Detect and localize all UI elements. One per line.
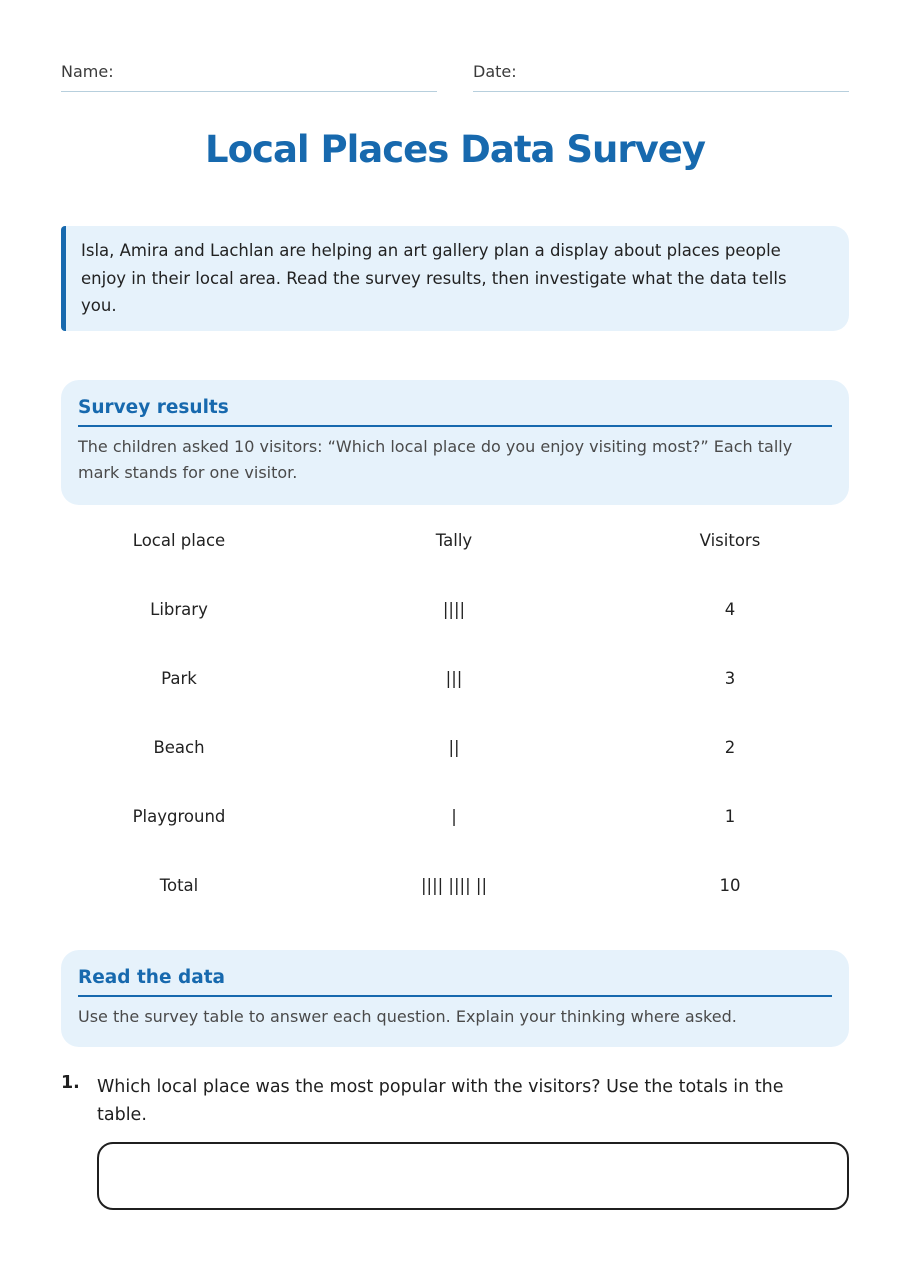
place-cell: Total [159,876,199,895]
table-row [61,581,849,650]
tally-cell: |||| |||| || [420,876,488,895]
visitors-cell: 10 [719,876,741,895]
name-field[interactable] [61,62,437,92]
read-the-data-heading: Read the data [78,966,832,997]
visitors-cell: 4 [724,600,736,619]
table-row [61,788,849,857]
tally-cell: || [448,738,460,757]
survey-results-description: The children asked 10 visitors: “Which local place do you enjoy visiting most?” Each tally mark stands for one visitor. [78,437,793,482]
intro-callout: Isla, Amira and Lachlan are helping an art gallery plan a display about places people enjoy in their local area. Read the survey results, then investigate what the data tells you. [61,226,849,331]
table-header-row [61,512,849,581]
tally-cell: | [451,807,457,826]
tally-cell: |||| [442,600,466,619]
place-cell: Park [161,669,197,688]
place-cell: Playground [132,807,226,826]
question-text: Which local place was the most popular with the visitors? Use the totals in the table. [97,1077,784,1125]
survey-results-card [61,380,849,505]
place-cell: Library [150,600,208,619]
column-header-place: Local place [132,531,226,550]
column-header-tally: Tally [435,531,473,550]
visitors-cell: 3 [724,669,736,688]
date-field[interactable] [473,62,849,92]
question-number: 1. [61,1073,80,1093]
table-row [61,650,849,719]
visitors-cell: 1 [724,807,736,826]
read-the-data-card [61,950,849,1047]
name-label: Name: [61,62,114,81]
survey-table [61,512,849,926]
read-the-data-instructions: Use the survey table to answer each question. Explain your thinking where asked. [78,1007,737,1026]
table-row [61,719,849,788]
visitors-cell: 2 [724,738,736,757]
date-label: Date: [473,62,517,81]
page-title: Local Places Data Survey [205,128,705,171]
survey-results-heading: Survey results [78,396,832,427]
place-cell: Beach [153,738,205,757]
table-total-row [61,857,849,926]
name-date-row [61,62,849,92]
tally-cell: ||| [445,669,463,688]
column-header-visitors: Visitors [699,531,761,550]
answer-box-1[interactable] [97,1142,849,1210]
